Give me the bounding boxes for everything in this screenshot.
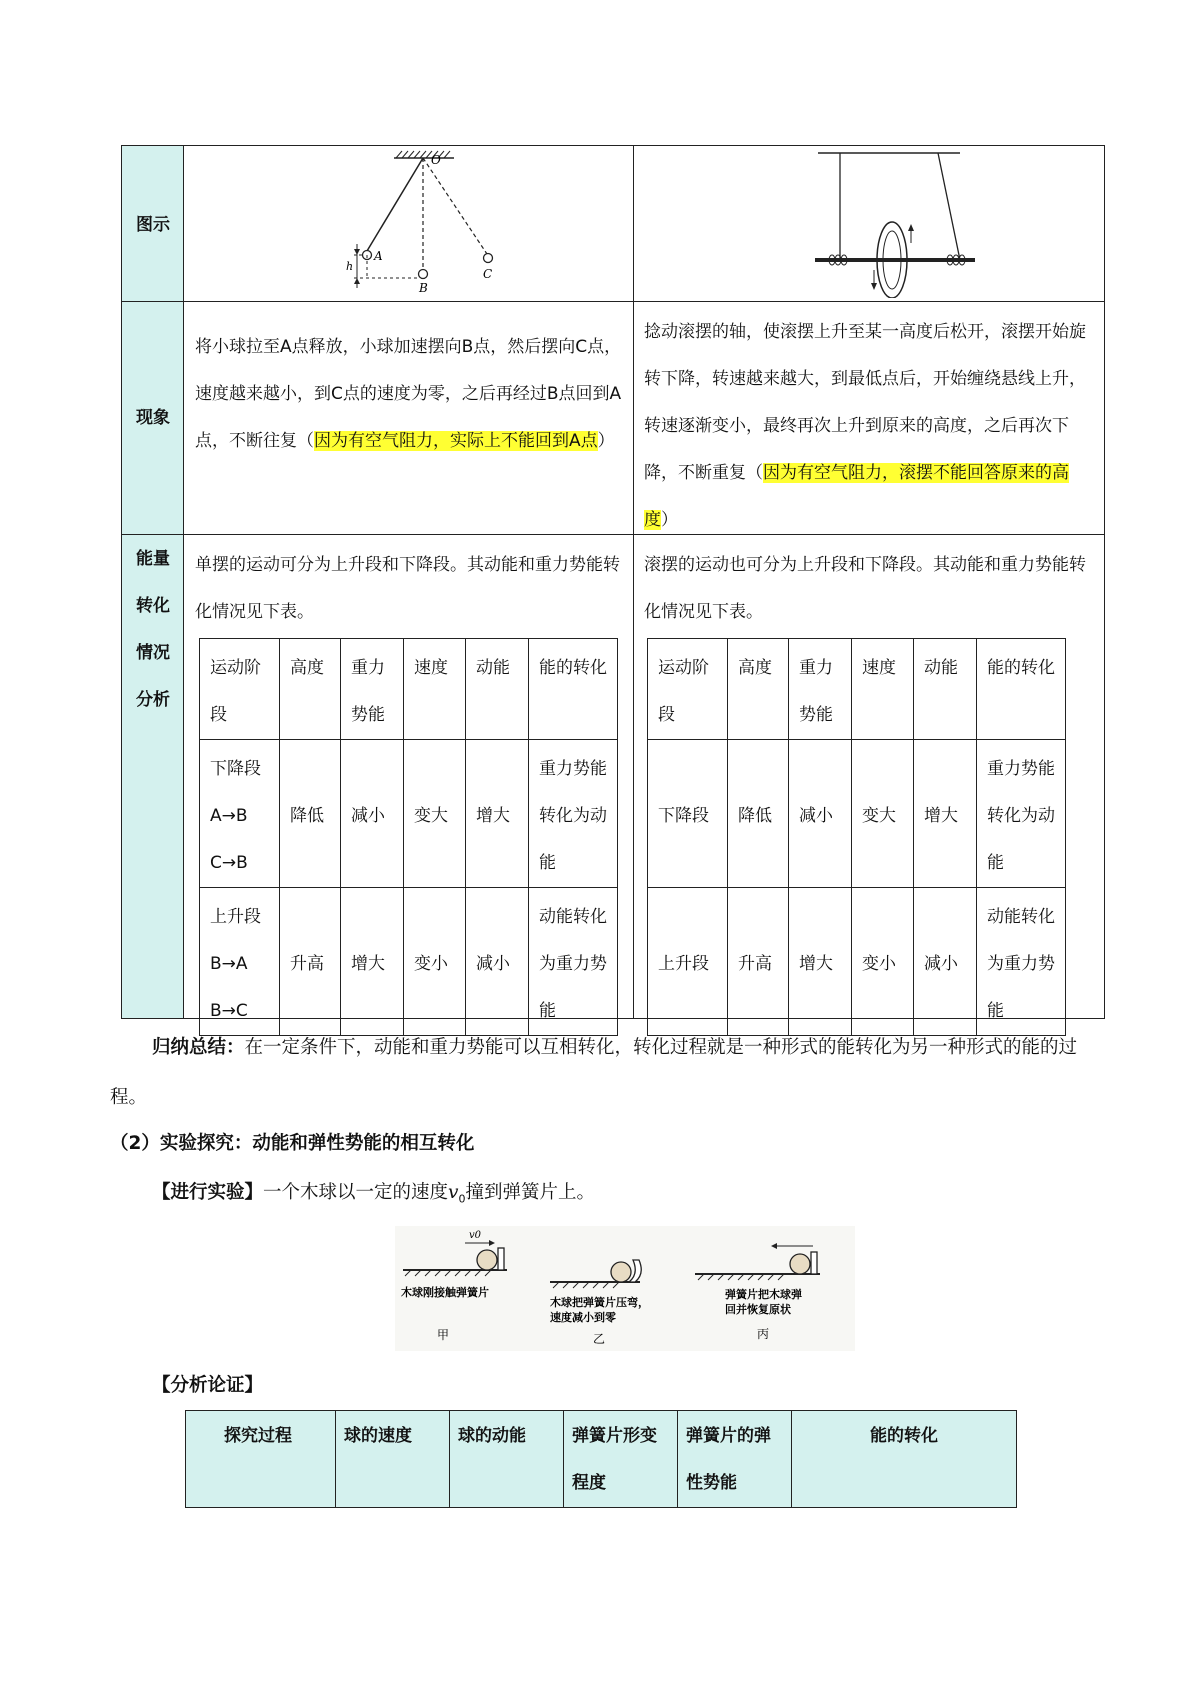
row-header-energy-line-1: 能量 [136,549,170,569]
row-header-energy-line-3: 情况 [136,643,170,663]
pendulum-analysis-intro: 单摆的运动可分为上升段和下降段。其动能和重力势能转化情况见下表。 [195,555,620,622]
pendulum-label-h: h [346,260,354,273]
summary-paragraph [110,1023,1095,1123]
pendulum-pe-cell: 减小 [341,740,404,888]
wheel-conversion-cell: 重力势能转化为动能 [977,740,1066,888]
wheel-header-speed: 速度 [852,639,914,740]
experiment-velocity-sub: 0 [458,1192,466,1206]
experiment-velocity-var: v [448,1182,459,1203]
pendulum-stage-name: 下降段 [210,759,261,779]
pendulum-phenomenon-text [195,324,627,465]
pendulum-header-conversion: 能的转化 [529,639,618,740]
pendulum-header-speed: 速度 [404,639,466,740]
pendulum-path: B→A [210,954,248,974]
row-divider [122,301,1104,302]
caption-jia: 甲 [437,1328,450,1342]
pendulum-label-c: C [483,267,493,281]
wheel-pe-cell: 减小 [789,740,852,888]
analysis-header-ball-ke: 球的动能 [450,1411,564,1508]
wheel-phenomenon-highlight: 因为有空气阻力，滚摆不能回答原来的高度 [644,463,1069,530]
analysis-header-process: 探究过程 [186,1411,336,1508]
wheel-conversion-cell: 动能转化为重力势能 [977,888,1066,1036]
analysis-table [185,1410,1017,1508]
wheel-analysis-intro: 滚摆的运动也可分为上升段和下降段。其动能和重力势能转化情况见下表。 [644,555,1086,622]
caption-yi: 乙 [593,1332,606,1346]
caption-yi-line-2: 速度减小到零 [550,1311,616,1324]
summary-label: 归纳总结： [152,1037,245,1058]
wheel-phenomenon-end: ） [661,510,678,530]
row-header-phenomenon [122,301,184,534]
row-header-energy-line-4: 分析 [136,690,170,710]
row-header-figure-label: 图示 [136,215,170,235]
pendulum-speed-cell: 变小 [404,888,466,1036]
pendulum-ke-cell: 增大 [466,740,529,888]
pendulum-stage-cell [200,888,280,1036]
row-header-phenomenon-label: 现象 [136,408,170,428]
pendulum-label-a: A [374,249,383,263]
pendulum-conversion-cell: 重力势能转化为动能 [529,740,618,888]
wheel-header-pe: 重力势能 [789,639,852,740]
table-row [200,888,618,1036]
pendulum-label-o: O [431,153,441,167]
pendulum-path: A→B [210,806,248,826]
experiment-paragraph [152,1168,595,1225]
pendulum-conversion-cell: 动能转化为重力势能 [529,888,618,1036]
pendulum-pe-cell: 增大 [341,888,404,1036]
wheel-stage-cell: 下降段 [648,740,728,888]
column-divider [633,146,634,1018]
row-header-energy-line-2: 转化 [136,596,170,616]
wheel-ke-cell: 增大 [914,740,977,888]
pendulum-energy-table [199,638,618,1036]
caption-bing: 丙 [757,1327,770,1341]
rolling-wheel-diagram [810,148,980,298]
wheel-stage-cell: 上升段 [648,888,728,1036]
wheel-phenomenon-text [644,309,1100,544]
summary-text: 在一定条件下，动能和重力势能可以互相转化，转化过程就是一种形式的能转化为另一种形式的能的过程。 [110,1037,1078,1108]
analysis-header-ball-speed: 球的速度 [336,1411,450,1508]
wheel-pe-cell: 增大 [789,888,852,1036]
caption-bing-line-2: 回并恢复原状 [725,1303,791,1316]
table-row [200,740,618,888]
wheel-header-conversion: 能的转化 [977,639,1066,740]
spring-experiment-figure [395,1226,855,1351]
pendulum-header-pe: 重力势能 [341,639,404,740]
experiment-text-b: 撞到弹簧片上。 [465,1182,595,1203]
pendulum-label-b: B [419,281,428,295]
pendulum-stage-cell [200,740,280,888]
pendulum-phenomenon-highlight: 因为有空气阻力，实际上不能回到A点 [314,431,598,451]
row-header-energy-analysis [122,534,184,1018]
experiment-label: 【进行实验】 [152,1182,264,1203]
wheel-ke-cell: 减小 [914,888,977,1036]
pendulum-path: B→C [210,1001,248,1021]
pendulum-header-height: 高度 [280,639,341,740]
pendulum-header-ke: 动能 [466,639,529,740]
analysis-header-conversion: 能的转化 [792,1411,1017,1508]
pendulum-header-stage: 运动阶段 [200,639,280,740]
section-2-title: （2）实验探究：动能和弹性势能的相互转化 [110,1133,475,1154]
wheel-speed-cell: 变小 [852,888,914,1036]
pendulum-phenomenon-end: ） [597,431,615,451]
velocity-label: v0 [469,1230,482,1241]
pendulum-path: C→B [210,853,248,873]
caption-bing-line-1: 弹簧片把木球弹 [725,1288,802,1301]
wheel-header-stage: 运动阶段 [648,639,728,740]
pendulum-diagram [332,148,532,298]
pendulum-height-cell: 降低 [280,740,341,888]
wheel-header-ke: 动能 [914,639,977,740]
pendulum-height-cell: 升高 [280,888,341,1036]
wheel-speed-cell: 变大 [852,740,914,888]
row-header-figure [122,146,184,301]
analysis-header-spring-deformation: 弹簧片形变程度 [564,1411,678,1508]
table-row [648,740,1066,888]
caption-yi-line-1: 木球把弹簧片压弯， [550,1296,649,1309]
pendulum-phenomenon-main: 将小球拉至A点释放，小球加速摆向B点，然后摆向C点，速度越来越小，到C点的速度为零，之后再经过B点回到A点，不断往复（ [195,337,622,451]
table-row [648,888,1066,1036]
caption-jia-text: 木球刚接触弹簧片 [401,1286,489,1299]
pendulum-speed-cell: 变大 [404,740,466,888]
wheel-height-cell: 降低 [728,740,789,888]
wheel-energy-table [647,638,1066,1036]
wheel-header-height: 高度 [728,639,789,740]
experiment-text-a: 一个木球以一定的速度 [263,1182,449,1203]
pendulum-ke-cell: 减小 [466,888,529,1036]
pendulum-stage-name: 上升段 [210,907,261,927]
wheel-phenomenon-main: 捻动滚摆的轴，使滚摆上升至某一高度后松开，滚摆开始旋转下降，转速越来越大，到最低点后，开始缠绕悬线上升，转速逐渐变小，最终再次上升到原来的高度，之后再次下降，不断重复（ [644,322,1086,483]
analysis-label: 【分析论证】 [152,1375,264,1396]
wheel-height-cell: 升高 [728,888,789,1036]
analysis-header-spring-pe: 弹簧片的弹性势能 [678,1411,792,1508]
